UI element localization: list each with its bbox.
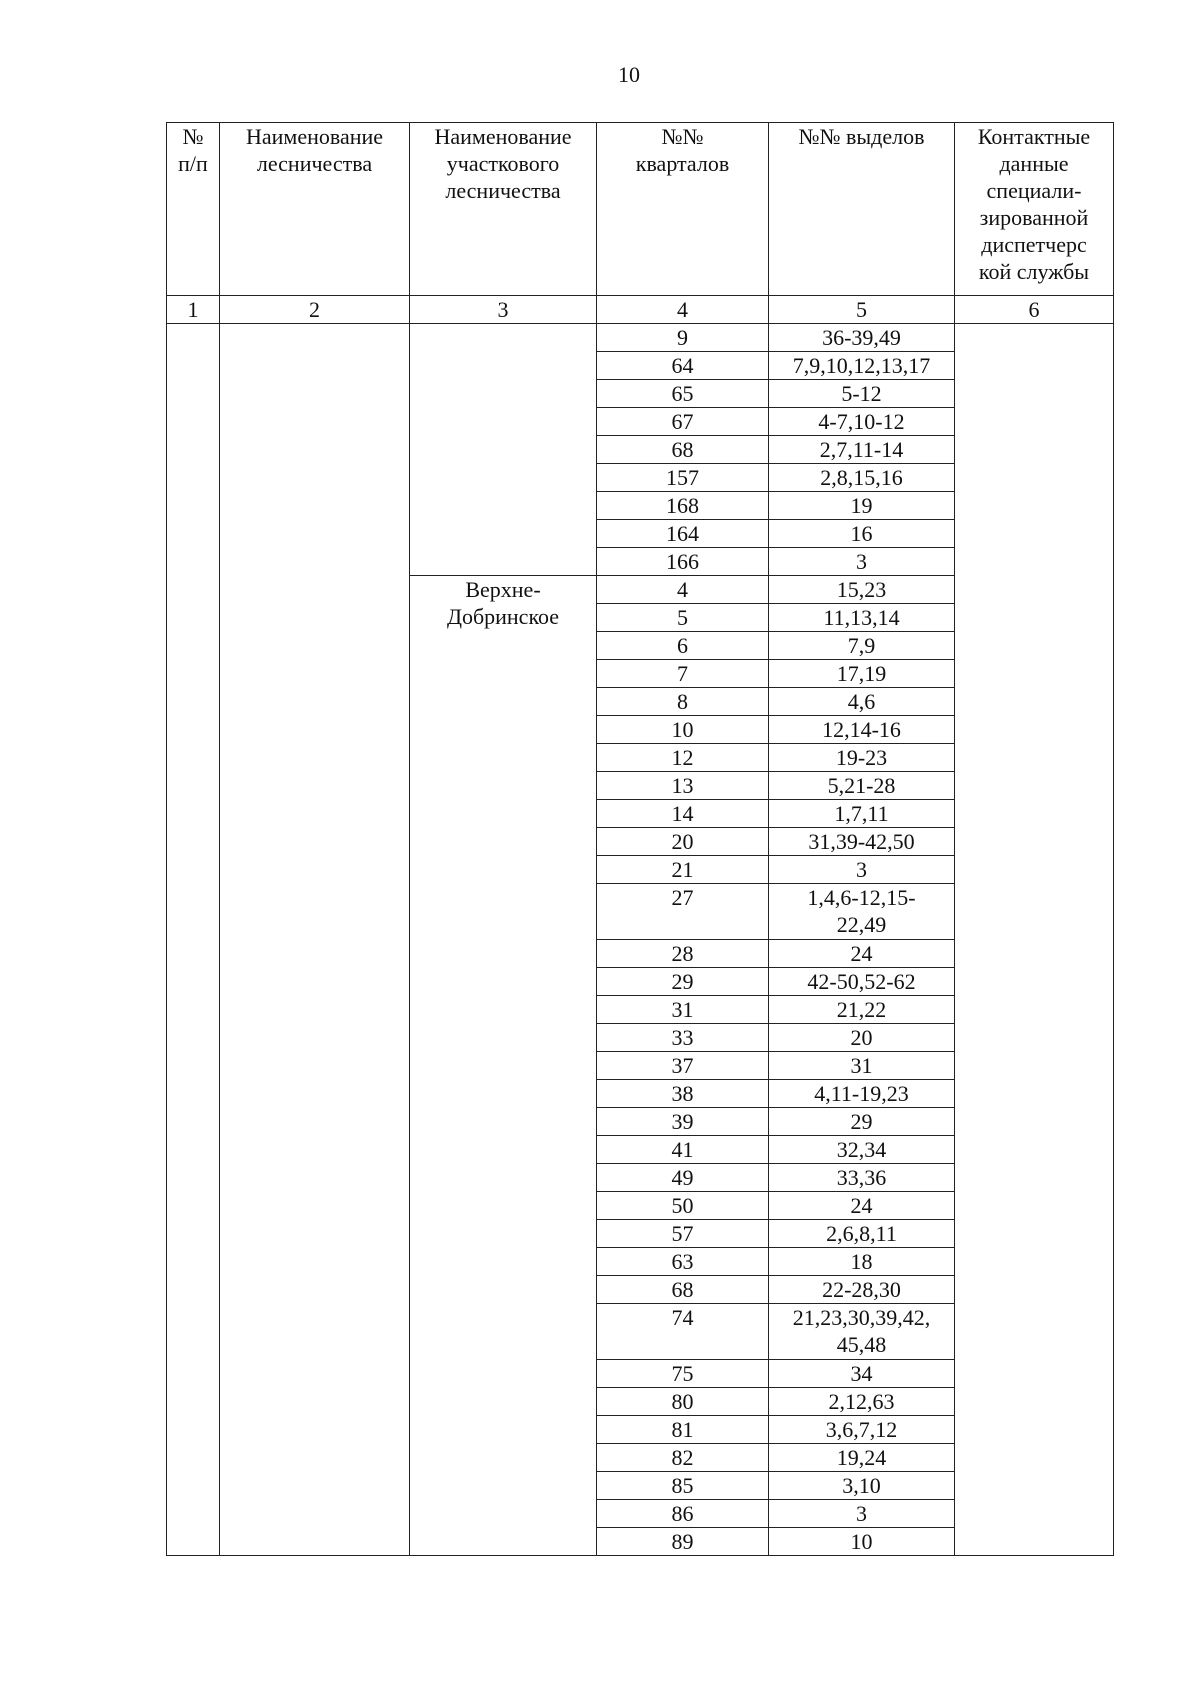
cell-allotments: 3,6,7,12 [769, 1416, 955, 1444]
cell-allotments: 33,36 [769, 1164, 955, 1192]
cell-allotments: 7,9 [769, 632, 955, 660]
cell-quarter: 8 [597, 688, 769, 716]
cell-quarter: 80 [597, 1388, 769, 1416]
cell-district-forestry [410, 324, 597, 576]
cell-quarter: 75 [597, 1360, 769, 1388]
cell-quarter: 20 [597, 828, 769, 856]
cell-quarter: 68 [597, 1276, 769, 1304]
cell-allotments: 42-50,52-62 [769, 968, 955, 996]
cell-quarter: 68 [597, 436, 769, 464]
header-contacts: Контактные данные специали- зированной диспетчерс кой службы [955, 123, 1114, 296]
cell-quarter: 49 [597, 1164, 769, 1192]
cell-quarter: 82 [597, 1444, 769, 1472]
cell-allotments: 34 [769, 1360, 955, 1388]
cell-allotments: 2,12,63 [769, 1388, 955, 1416]
cell-allotments: 22-28,30 [769, 1276, 955, 1304]
cell-quarter: 38 [597, 1080, 769, 1108]
table-row [167, 324, 1114, 352]
cell-quarter: 5 [597, 604, 769, 632]
header-quarters: №№ кварталов [597, 123, 769, 296]
cell-allotments: 20 [769, 1024, 955, 1052]
cell-allotments: 19,24 [769, 1444, 955, 1472]
column-number-row [167, 296, 1114, 324]
column-number-6: 6 [955, 296, 1114, 324]
cell-allotments: 21,23,30,39,42, 45,48 [769, 1304, 955, 1360]
cell-quarter: 9 [597, 324, 769, 352]
cell-quarter: 86 [597, 1500, 769, 1528]
cell-allotments: 24 [769, 940, 955, 968]
cell-number-merged [167, 324, 220, 1556]
cell-allotments: 2,8,15,16 [769, 464, 955, 492]
cell-allotments: 4,11-19,23 [769, 1080, 955, 1108]
cell-quarter: 168 [597, 492, 769, 520]
cell-allotments: 24 [769, 1192, 955, 1220]
cell-quarter: 164 [597, 520, 769, 548]
cell-quarter: 33 [597, 1024, 769, 1052]
cell-quarter: 41 [597, 1136, 769, 1164]
cell-quarter: 28 [597, 940, 769, 968]
cell-allotments: 19-23 [769, 744, 955, 772]
cell-allotments: 3,10 [769, 1472, 955, 1500]
cell-allotments: 1,4,6-12,15- 22,49 [769, 884, 955, 940]
cell-forestry-merged [220, 324, 410, 1556]
cell-quarter: 65 [597, 380, 769, 408]
header-number: № п/п [167, 123, 220, 296]
cell-allotments: 12,14-16 [769, 716, 955, 744]
cell-contacts-merged [955, 324, 1114, 1556]
cell-quarter: 27 [597, 884, 769, 940]
header-row [167, 123, 1114, 296]
cell-allotments: 17,19 [769, 660, 955, 688]
cell-quarter: 37 [597, 1052, 769, 1080]
cell-allotments: 4-7,10-12 [769, 408, 955, 436]
cell-quarter: 157 [597, 464, 769, 492]
cell-allotments: 31,39-42,50 [769, 828, 955, 856]
cell-quarter: 166 [597, 548, 769, 576]
cell-allotments: 5-12 [769, 380, 955, 408]
column-number-4: 4 [597, 296, 769, 324]
cell-district-forestry: Верхне- Добринское [410, 576, 597, 1556]
cell-allotments: 3 [769, 1500, 955, 1528]
cell-quarter: 39 [597, 1108, 769, 1136]
column-number-3: 3 [410, 296, 597, 324]
cell-allotments: 3 [769, 548, 955, 576]
cell-allotments: 19 [769, 492, 955, 520]
cell-quarter: 13 [597, 772, 769, 800]
cell-allotments: 3 [769, 856, 955, 884]
cell-allotments: 4,6 [769, 688, 955, 716]
cell-quarter: 7 [597, 660, 769, 688]
cell-quarter: 6 [597, 632, 769, 660]
cell-quarter: 4 [597, 576, 769, 604]
table-body [167, 324, 1114, 1556]
forest-quarters-table [166, 122, 1114, 1556]
cell-quarter: 57 [597, 1220, 769, 1248]
header-allotments: №№ выделов [769, 123, 955, 296]
cell-quarter: 21 [597, 856, 769, 884]
cell-allotments: 32,34 [769, 1136, 955, 1164]
cell-allotments: 31 [769, 1052, 955, 1080]
cell-quarter: 81 [597, 1416, 769, 1444]
cell-allotments: 1,7,11 [769, 800, 955, 828]
cell-allotments: 29 [769, 1108, 955, 1136]
cell-allotments: 2,6,8,11 [769, 1220, 955, 1248]
cell-quarter: 31 [597, 996, 769, 1024]
cell-allotments: 21,22 [769, 996, 955, 1024]
cell-quarter: 74 [597, 1304, 769, 1360]
cell-quarter: 14 [597, 800, 769, 828]
cell-allotments: 2,7,11-14 [769, 436, 955, 464]
column-number-5: 5 [769, 296, 955, 324]
header-district-forestry-name: Наименование участкового лесничества [410, 123, 597, 296]
cell-quarter: 29 [597, 968, 769, 996]
cell-allotments: 36-39,49 [769, 324, 955, 352]
cell-allotments: 15,23 [769, 576, 955, 604]
cell-quarter: 10 [597, 716, 769, 744]
cell-quarter: 12 [597, 744, 769, 772]
cell-quarter: 63 [597, 1248, 769, 1276]
cell-quarter: 50 [597, 1192, 769, 1220]
cell-quarter: 89 [597, 1528, 769, 1556]
cell-quarter: 85 [597, 1472, 769, 1500]
cell-allotments: 11,13,14 [769, 604, 955, 632]
cell-quarter: 64 [597, 352, 769, 380]
header-forestry-name: Наименование лесничества [220, 123, 410, 296]
cell-allotments: 18 [769, 1248, 955, 1276]
column-number-1: 1 [167, 296, 220, 324]
cell-quarter: 67 [597, 408, 769, 436]
cell-allotments: 5,21-28 [769, 772, 955, 800]
cell-allotments: 16 [769, 520, 955, 548]
column-number-2: 2 [220, 296, 410, 324]
cell-allotments: 10 [769, 1528, 955, 1556]
page-number: 10 [618, 62, 640, 87]
cell-allotments: 7,9,10,12,13,17 [769, 352, 955, 380]
